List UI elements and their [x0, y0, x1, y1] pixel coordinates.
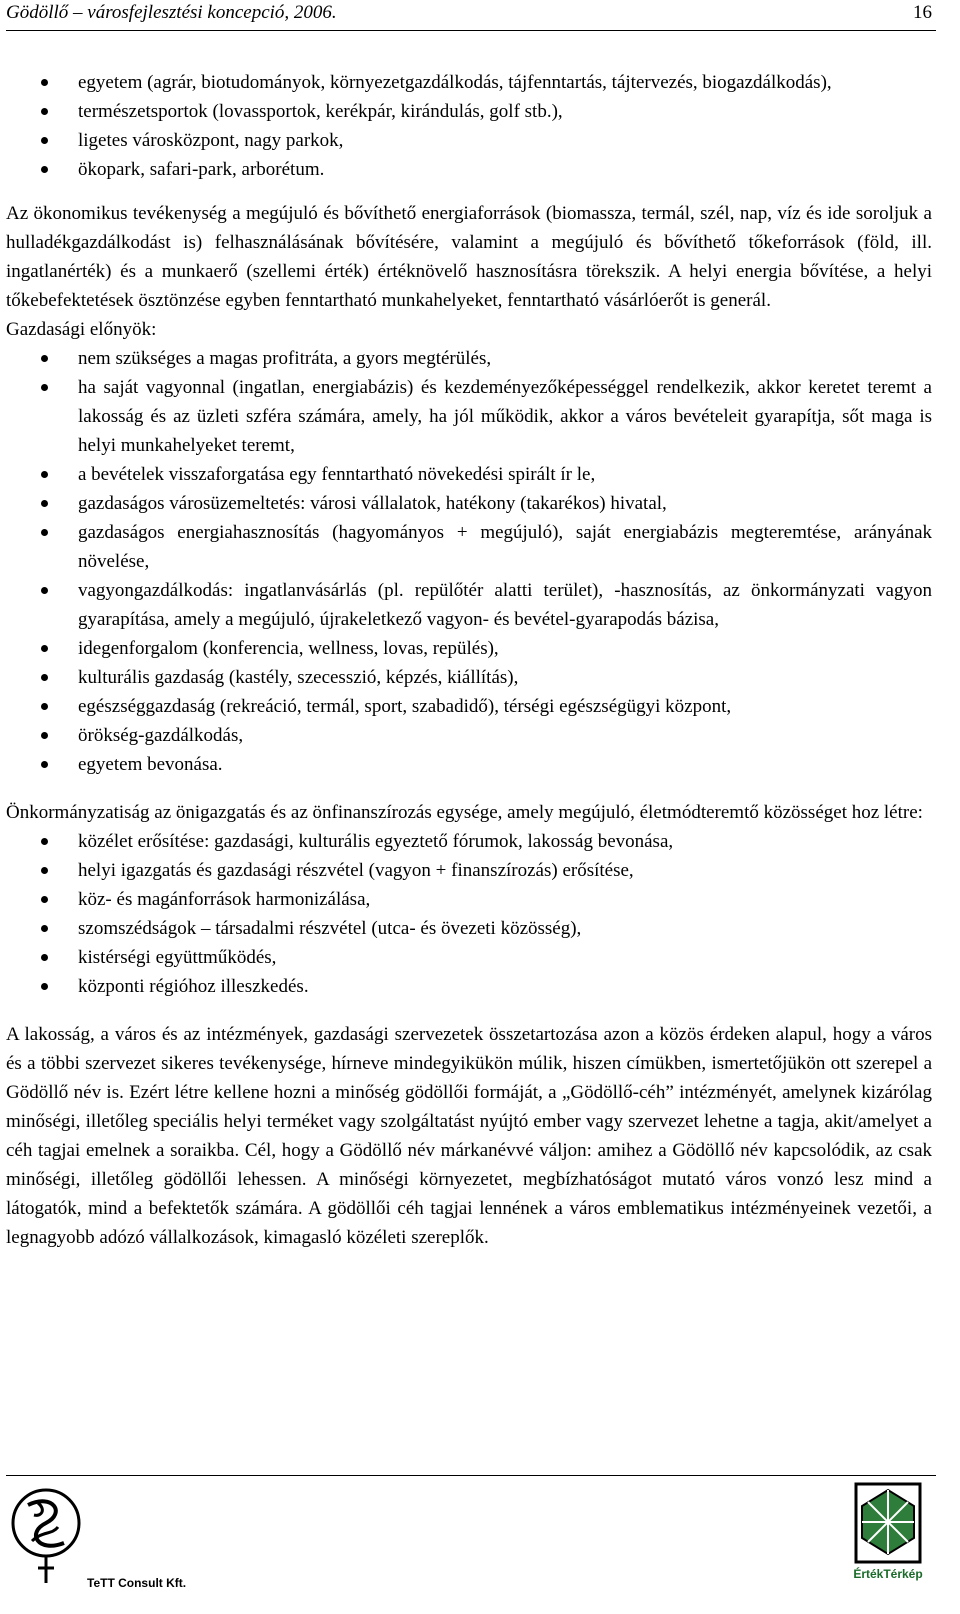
list-item: gazdaságos energiahasznosítás (hagyományos + megújuló), saját energiabázis megteremtése, arányának növelése, [6, 518, 932, 576]
footer-divider [6, 1475, 936, 1476]
list-item: örökség-gazdálkodás, [6, 721, 932, 750]
list-item: nem szükséges a magas profitráta, a gyors megtérülés, [6, 344, 932, 373]
list-item: központi régióhoz illeszkedés. [6, 972, 932, 1001]
list-item: egyetem (agrár, biotudományok, környezetgazdálkodás, tájfenntartás, tájtervezés, biogazdálkodás), [6, 68, 932, 97]
paragraph-selfgov: Önkormányzatiság az önigazgatás és az önfinanszírozás egysége, amely megújuló, életmódteremtő közösséget hoz létre: [6, 802, 923, 823]
paragraph-economic: Az ökonomikus tevékenység a megújuló és bővíthető energiaforrások (biomassza, termál, szél, nap, víz és ide soroljuk a hulladékgazdálkodást is) felhasználásának bővítésére, valamint a megújuló és bővíthető tőkeforrások (föld, ill. ingatlanérték) és a munkaerő (szellemi érték) értéknövelő hasznosításra törekszik. A helyi energia bővítése, a helyi tőkebefektetések ösztönzése egyben fenntartható munkahelyeket, fenntartható vásárlóerőt is generál. [6, 203, 932, 311]
list-item: egyetem bevonása. [6, 750, 932, 779]
list-item: szomszédságok – társadalmi részvétel (utca- és övezeti közösség), [6, 914, 932, 943]
selfgov-list [6, 827, 932, 1001]
intro-list [6, 68, 932, 184]
list-item: köz- és magánforrások harmonizálása, [6, 885, 932, 914]
document-body [6, 68, 932, 1252]
list-item: a bevételek visszaforgatása egy fenntartható növekedési spirált ír le, [6, 460, 932, 489]
list-item: idegenforgalom (konferencia, wellness, lovas, repülés), [6, 634, 932, 663]
list-item: ha saját vagyonnal (ingatlan, energiabázis) és kezdeményezőképességgel rendelkezik, akkor keretet teremt a lakosság és az üzleti szféra számára, amely, ha jól működik, akkor a város bevételeit gyarapítja, sőt maga is helyi munkahelyeket teremt, [6, 373, 932, 460]
list-item: kulturális gazdaság (kastély, szecesszió, képzés, kiállítás), [6, 663, 932, 692]
list-item: természetsportok (lovassportok, kerékpár, kirándulás, golf stb.), [6, 97, 932, 126]
list-item: vagyongazdálkodás: ingatlanvásárlás (pl. repülőtér alatti terület), -hasznosítás, az önkormányzati vagyon gyarapítása, amely a megújuló, újrakeletkező vagyon- és bevétel-gyarapodás bázisa, [6, 576, 932, 634]
ertekterkep-logo-icon [838, 1476, 938, 1568]
tett-logo-icon [8, 1483, 84, 1587]
page-number: 16 [913, 2, 932, 23]
list-item: ökopark, safari-park, arborétum. [6, 155, 932, 184]
document-title: Gödöllő – városfejlesztési koncepció, 2006. [6, 2, 337, 23]
advantages-list [6, 344, 932, 779]
ertekterkep-logo-text: ÉrtékTérkép [853, 1567, 923, 1581]
footer-company: TeTT Consult Kft. [87, 1576, 187, 1590]
advantages-heading: Gazdasági előnyök: [6, 319, 157, 340]
list-item: gazdaságos városüzemeltetés: városi vállalatok, hatékony (takarékos) hivatal, [6, 489, 932, 518]
paragraph-final: A lakosság, a város és az intézmények, gazdasági szervezetek összetartozása azon a közös érdeken alapul, hogy a város és a többi szervezet sikeres tevékenysége, hírneve mindegyikükön múlik, hiszen címükben, ismertetőjükön ott szerepel a Gödöllő név is. Ezért létre kellene hozni a minőség gödöllői formáját, a „Gödöllő-céh” intézményét, amelynek kizárólag minőségi, illetőleg speciális helyi terméket vagy szolgáltatást nyújtó ember vagy szervezet lehetne a tagja, akit/amelyet a céh tagjai emelnek a soraikba. Cél, hogy a Gödöllő név márkanévvé váljon: amihez a Gödöllő név kapcsolódik, az csak minőségi, illetőleg gödöllői lehessen. A minőségi környezetet, megbízhatóságot mutató város vonzó lesz mind a látogatók, mind a befektetők számára. A gödöllői céh tagjai lennének a város emblematikus intézményeinek vezetői, a legnagyobb adózó vállalkozások, kimagasló közéleti szereplők. [6, 1024, 932, 1248]
list-item: helyi igazgatás és gazdasági részvétel (vagyon + finanszírozás) erősítése, [6, 856, 932, 885]
list-item: kistérségi együttműködés, [6, 943, 932, 972]
list-item: közélet erősítése: gazdasági, kulturális egyeztető fórumok, lakosság bevonása, [6, 827, 932, 856]
page-header [6, 2, 936, 31]
list-item: ligetes városközpont, nagy parkok, [6, 126, 932, 155]
list-item: egészséggazdaság (rekreáció, termál, sport, szabadidő), térségi egészségügyi központ, [6, 692, 932, 721]
ertekterkep-logo [838, 1476, 938, 1588]
